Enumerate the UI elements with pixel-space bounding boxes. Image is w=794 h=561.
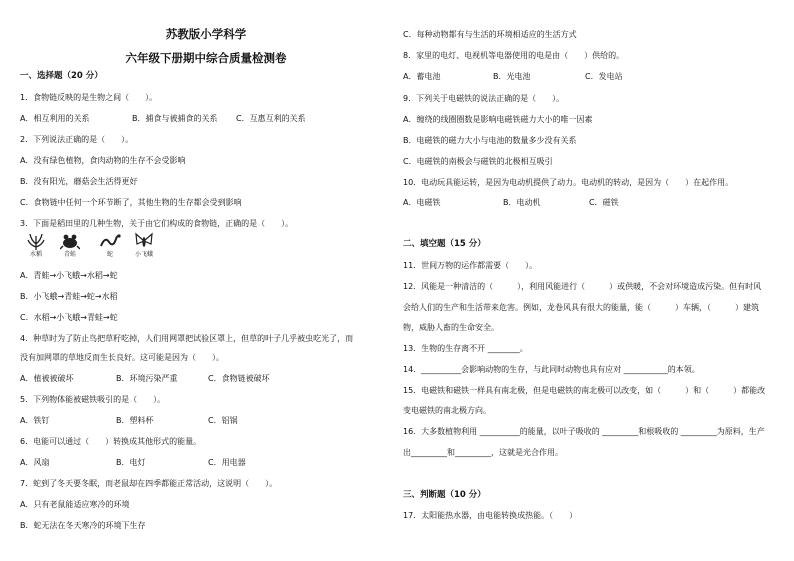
question-11: 11．世间万物的运作都需要（ ）。 <box>403 261 538 270</box>
option-a: A．相互利用的关系 <box>20 114 90 123</box>
question-13: 13．生物的生存离不开 ________。 <box>403 344 528 353</box>
option-b: B．电灯 <box>116 458 146 467</box>
question-14: 14．__________会影响动物的生存，与此同时动物也具有应对 ___________的本领。 <box>403 365 700 374</box>
section-choice-heading: 一、选择题（20 分） <box>20 71 103 81</box>
rice-icon <box>24 232 48 258</box>
snake-label: 蛇 <box>106 251 113 258</box>
question-4-line-1: 4．种草时为了防止鸟把草籽吃掉，人们用网罩把试验区罩上，但草的叶子几乎被虫吃光了，而 <box>20 334 354 343</box>
option-c: C．铝锅 <box>208 416 238 425</box>
option-b: B．电动机 <box>503 198 541 207</box>
option-b: B．环境污染严重 <box>116 374 178 383</box>
option-c: C．用电器 <box>208 458 246 467</box>
moth-label: 小飞蛾 <box>134 251 153 258</box>
question-3-option-a: A．青蛙→小飞蛾→水稻→蛇 <box>20 271 118 280</box>
question-4-options <box>20 373 270 385</box>
question-12-line-2: 会给人们的生产和生活带来危害。例如，龙卷风具有很大的能量，能（ ）车辆，（ ）建筑 <box>403 303 759 312</box>
question-12-line-1: 12．风能是一种清洁的（ ），利用风能进行（ ）或供暖，不会对环境造成污染。但有时风 <box>403 282 762 291</box>
option-b: B．塑料杯 <box>116 416 154 425</box>
option-a: A．电磁铁 <box>403 198 441 207</box>
question-8-options <box>403 71 623 83</box>
option-b: B．捕食与被捕食的关系 <box>132 114 218 123</box>
frog-icon <box>58 232 82 258</box>
question-7: 7．蛇到了冬天要冬眠，而老鼠却在四季都能正常活动，这说明（ ）。 <box>20 479 278 488</box>
question-8: 8．家里的电灯、电视机等电器使用的电是由（ ）供给的。 <box>403 51 625 60</box>
question-15-line-2: 变电磁铁的南北极方向。 <box>403 406 491 415</box>
question-1-options <box>20 113 306 125</box>
question-6: 6．电能可以通过（ ）转换成其他形式的能量。 <box>20 437 202 446</box>
question-6-options <box>20 457 246 469</box>
section-judge-heading: 三、判断题（10 分） <box>403 490 486 500</box>
question-9-option-a: A．缠绕的线圈圈数是影响电磁铁磁力大小的唯一因素 <box>403 115 593 124</box>
question-1: 1．食物链反映的是生物之间（ ）。 <box>20 93 158 102</box>
frog-label: 青蛙 <box>63 251 76 258</box>
section-fill-heading: 二、填空题（15 分） <box>403 239 486 249</box>
question-10-options <box>403 197 619 209</box>
question-7-option-c: C．每种动物都有与生活的环境相适应的生活方式 <box>403 30 577 39</box>
option-c: C．磁铁 <box>589 198 619 207</box>
snake-icon <box>98 232 122 258</box>
organism-pictures <box>24 232 164 262</box>
option-b: B．光电池 <box>493 72 531 81</box>
question-3-option-b: B．小飞蛾→青蛙→蛇→水稻 <box>20 292 118 301</box>
question-3-option-c: C．水稻→小飞蛾→青蛙→蛇 <box>20 313 118 322</box>
question-3: 3．下面是稻田里的几种生物，关于由它们构成的食物链，正确的是（ ）。 <box>20 219 294 228</box>
question-9: 9．下列关于电磁铁的说法正确的是（ ）。 <box>403 94 565 103</box>
question-2-option-a: A．没有绿色植物，食肉动物的生存不会受影响 <box>20 156 186 165</box>
rice-label: 水稻 <box>29 251 42 258</box>
option-a: A．蓄电池 <box>403 72 441 81</box>
option-a: A．风扇 <box>20 458 50 467</box>
document-subtitle: 六年级下册期中综合质量检测卷 <box>125 51 287 65</box>
question-4-line-2: 没有加网罩的草地反而生长良好。这可能是因为（ ）。 <box>20 353 224 362</box>
option-a: A．植被被破坏 <box>20 374 74 383</box>
question-15-line-1: 15．电磁铁和磁铁一样具有南北极，但是电磁铁的南北极可以改变，如（ ）和（ ）都能改 <box>403 386 766 395</box>
question-7-option-a: A．只有老鼠能适应寒冷的环境 <box>20 500 130 509</box>
question-9-option-b: B．电磁铁的磁力大小与电池的数量多少没有关系 <box>403 136 577 145</box>
document-title: 苏教版小学科学 <box>165 27 247 41</box>
question-2-option-b: B．没有阳光，蘑菇会生活得更好 <box>20 177 138 186</box>
question-17: 17．太阳能热水器，由电能转换成热能。（ ） <box>403 511 578 520</box>
question-12-line-3: 物，威胁人畜的生命安全。 <box>403 323 499 332</box>
option-c: C．食物链被破坏 <box>208 374 270 383</box>
question-16-line-1: 16．大多数植物利用 __________的能量，以叶子吸收的 _________和根吸收的 _________为原料，生产 <box>403 427 765 436</box>
option-c: C．互惠互利的关系 <box>236 114 306 123</box>
question-7-option-b: B．蛇无法在冬天寒冷的环境下生存 <box>20 521 146 530</box>
moth-icon <box>132 232 156 258</box>
question-5: 5．下列物体能被磁铁吸引的是（ ）。 <box>20 395 166 404</box>
question-16-line-2: 出_________和_________，这就是光合作用。 <box>403 448 563 457</box>
question-2: 2．下列说法正确的是（ ）。 <box>20 135 134 144</box>
question-5-options <box>20 415 238 427</box>
option-a: A．铁钉 <box>20 416 50 425</box>
question-9-option-c: C．电磁铁的南极会与磁铁的北极相互吸引 <box>403 157 553 166</box>
question-2-option-c: C．食物链中任何一个环节断了，其他生物的生存都会受到影响 <box>20 198 242 207</box>
question-10: 10．电动玩具能运转，是因为电动机提供了动力。电动机的转动，是因为（ ）在起作用。 <box>403 178 734 187</box>
option-c: C．发电站 <box>585 72 623 81</box>
